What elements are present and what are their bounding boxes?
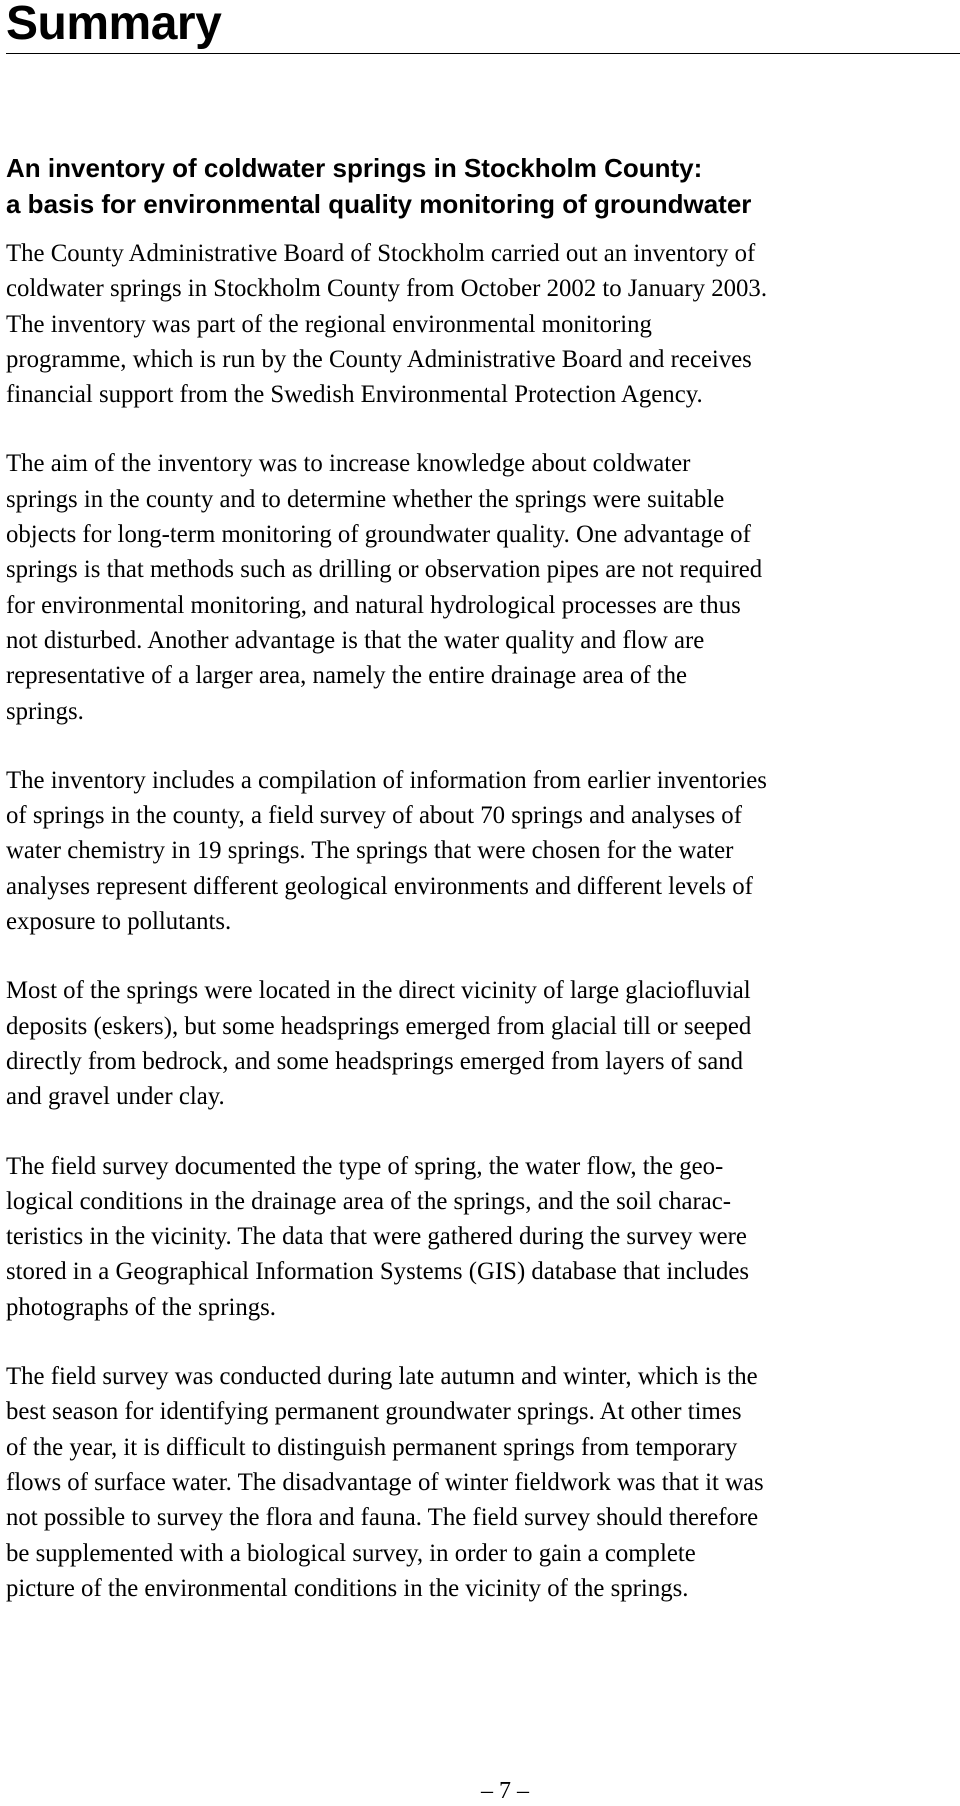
text-line: springs in the county and to determine whether the springs were suitable [6,485,725,513]
text-line: stored in a Geographical Information Systems (GIS) database that includes [6,1258,750,1286]
text-line: springs. [6,697,84,725]
text-line: of springs in the county, a field survey of about 70 springs and analyses of [6,802,742,830]
section-subheading [6,150,751,222]
paragraph-6 [6,1359,956,1606]
text-line: analyses represent different geological environments and different levels of [6,872,753,900]
text-line: picture of the environmental conditions in the vicinity of the springs. [6,1574,689,1602]
text-line: not disturbed. Another advantage is that the water quality and flow are [6,626,705,654]
heading-rule [6,53,960,54]
text-line: deposits (eskers), but some headsprings emerged from glacial till or seeped [6,1012,752,1040]
text-line: The inventory includes a compilation of information from earlier inventories [6,766,767,794]
text-line: and gravel under clay. [6,1083,225,1111]
text-line: water chemistry in 19 springs. The springs that were chosen for the water [6,837,734,865]
text-line: teristics in the vicinity. The data that were gathered during the survey were [6,1223,747,1251]
page-heading: Summary [6,0,222,50]
text-line: best season for identifying permanent groundwater springs. At other times [6,1398,742,1426]
text-line: Most of the springs were located in the direct vicinity of large glaciofluvial [6,977,751,1005]
subheading-line: a basis for environmental quality monitoring of groundwater [6,189,752,219]
text-line: programme, which is run by the County Administrative Board and receives [6,345,752,373]
paragraph-4 [6,973,956,1114]
summary-body [6,236,956,1640]
text-line: The inventory was part of the regional environmental monitoring [6,310,652,338]
text-line: representative of a larger area, namely the entire drainage area of the [6,662,688,690]
text-line: coldwater springs in Stockholm County from October 2002 to January 2003. [6,275,768,303]
paragraph-5 [6,1149,956,1325]
text-line: The aim of the inventory was to increase knowledge about coldwater [6,450,691,478]
paragraph-1 [6,236,956,412]
text-line: of the year, it is difficult to distinguish permanent springs from temporary [6,1433,738,1461]
paragraph-2 [6,446,956,728]
text-line: The field survey was conducted during late autumn and winter, which is the [6,1363,758,1391]
text-line: logical conditions in the drainage area of the springs, and the soil charac- [6,1187,732,1215]
text-line: financial support from the Swedish Environmental Protection Agency. [6,381,703,409]
text-line: for environmental monitoring, and natural hydrological processes are thus [6,591,741,619]
text-line: directly from bedrock, and some headsprings emerged from layers of sand [6,1047,744,1075]
text-line: springs is that methods such as drilling or observation pipes are not required [6,556,763,584]
text-line: objects for long-term monitoring of groundwater quality. One advantage of [6,521,751,549]
text-line: The field survey documented the type of spring, the water flow, the geo- [6,1152,724,1180]
page-number: – 7 – [481,1778,529,1804]
paragraph-3 [6,763,956,939]
text-line: photographs of the springs. [6,1293,276,1321]
subheading-line: An inventory of coldwater springs in Stockholm County: [6,153,703,183]
text-line: The County Administrative Board of Stockholm carried out an inventory of [6,240,756,267]
text-line: exposure to pollutants. [6,908,232,936]
text-line: be supplemented with a biological survey, in order to gain a complete [6,1539,696,1567]
text-line: not possible to survey the flora and fauna. The field survey should therefore [6,1504,759,1532]
text-line: flows of surface water. The disadvantage of winter fieldwork was that it was [6,1468,764,1496]
